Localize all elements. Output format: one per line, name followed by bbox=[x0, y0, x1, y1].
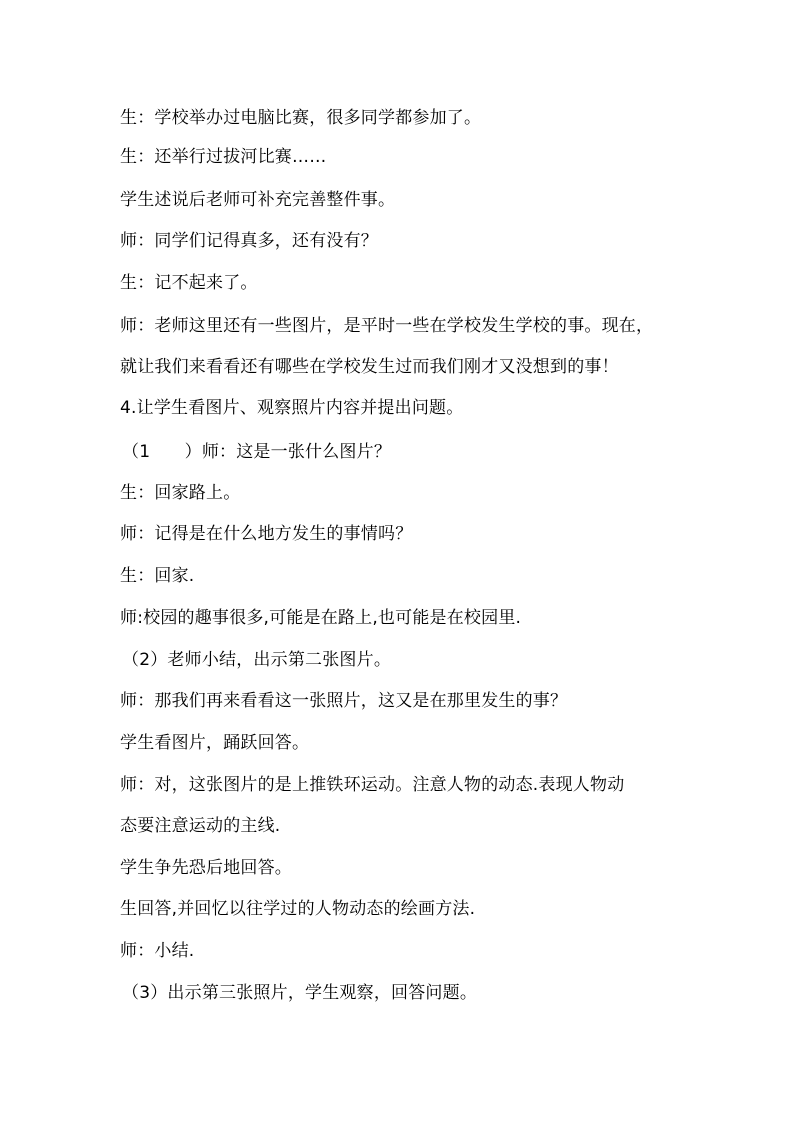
text-line: 生回答,并回忆以往学过的人物动态的绘画方法. bbox=[120, 899, 476, 919]
text-line: （3）出示第三张照片，学生观察，回答问题。 bbox=[122, 983, 478, 1003]
text-line: 师：那我们再来看看这一张照片，这又是在那里发生的事？ bbox=[120, 691, 568, 711]
text-line: 师：小结. bbox=[120, 941, 195, 961]
text-line: 师：对，这张图片的是上推铁环运动。注意人物的动态.表现人物动 bbox=[120, 775, 625, 795]
text-line: 生：学校举办过电脑比赛，很多同学都参加了。 bbox=[120, 108, 482, 128]
text-line: 学生争先恐后地回答。 bbox=[120, 858, 292, 878]
text-line: 生：记不起来了。 bbox=[120, 273, 258, 293]
text-line: 态要注意运动的主线. bbox=[120, 816, 281, 836]
text-line: 生：回家路上。 bbox=[120, 483, 241, 503]
text-line: 师:校园的趣事很多,可能是在路上,也可能是在校园里. bbox=[120, 608, 522, 628]
text-line: 就让我们来看看还有哪些在学校发生过而我们刚才又没想到的事！ bbox=[120, 357, 619, 377]
text-line: 师：老师这里还有一些图片，是平时一些在学校发生学校的事。现在， bbox=[120, 316, 654, 336]
text-line: 学生述说后老师可补充完善整件事。 bbox=[120, 190, 396, 210]
text-line: （1 ）师：这是一张什么图片？ bbox=[122, 442, 392, 462]
text-line: 师：记得是在什么地方发生的事情吗？ bbox=[120, 524, 413, 544]
text-line: （2）老师小结，出示第二张图片。 bbox=[122, 650, 392, 670]
text-line: 学生看图片，踊跃回答。 bbox=[120, 733, 310, 753]
text-line: 4.让学生看图片、观察照片内容并提出问题。 bbox=[120, 398, 464, 418]
text-line: 生：回家. bbox=[120, 566, 195, 586]
text-line: 生：还举行过拔河比赛…… bbox=[120, 147, 327, 167]
text-line: 师：同学们记得真多，还有没有？ bbox=[120, 231, 378, 251]
